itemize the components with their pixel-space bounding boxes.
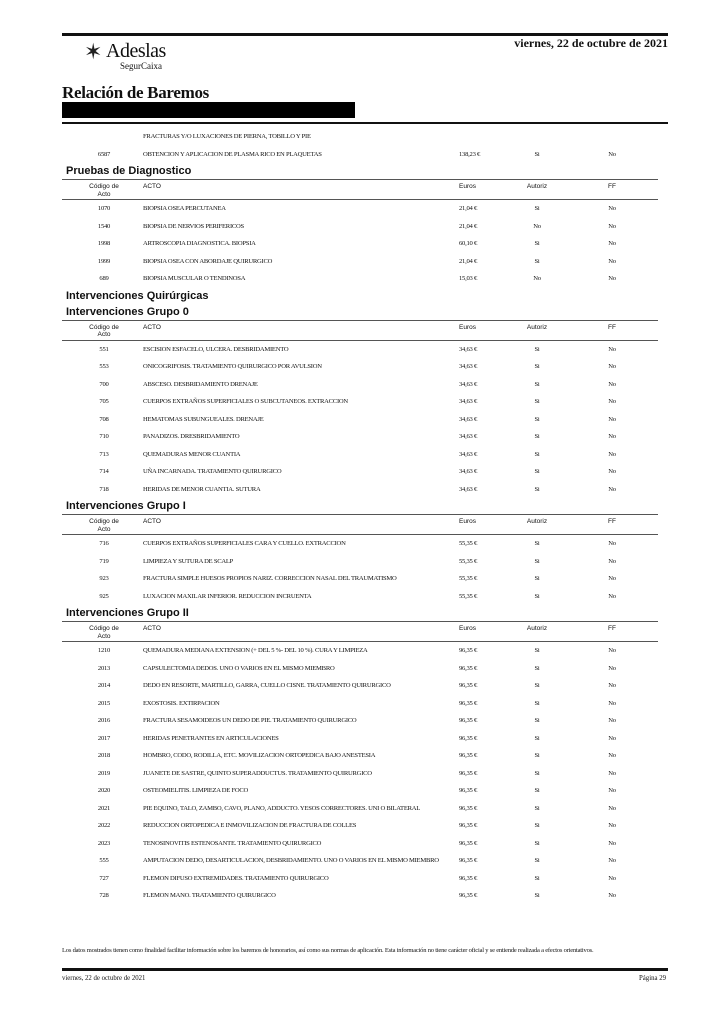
cell-autoriz: Si <box>534 415 540 423</box>
table-row <box>62 800 658 818</box>
cell-codigo: 2021 <box>97 804 111 812</box>
cell-acto: CUERPOS EXTRAÑOS SUPERFICIALES CARA Y CUELLO. EXTRACCION <box>143 540 346 547</box>
cell-autoriz: Si <box>534 468 540 475</box>
cell-codigo: 689 <box>99 275 109 282</box>
cell-ff: No <box>608 557 616 565</box>
table-row <box>62 642 658 660</box>
cell-euros: 96,35 € <box>459 839 478 847</box>
table-row <box>62 677 658 695</box>
table-row <box>62 712 658 730</box>
cell-acto: JUANETE DE SASTRE, QUINTO SUPERADDUCTUS. TRATAMIENTO QUIRURGICO <box>143 769 372 777</box>
table-row <box>62 730 658 748</box>
cell-acto: PIE EQUINO, TALO, ZAMBO, CAVO, PLANO, ADDUCTO. YESOS CORRECTORES. UNI O BILATERAL <box>143 804 421 812</box>
cell-ff: No <box>608 752 616 759</box>
cell-acto: BIOPSIA DE NERVIOS PERIFERICOS <box>143 222 244 230</box>
cell-codigo: 727 <box>99 874 109 882</box>
cell-codigo: 551 <box>99 345 109 353</box>
cell-autoriz: Si <box>534 540 540 547</box>
table-row <box>62 570 658 588</box>
table-row <box>62 200 658 218</box>
cell-euros: 96,35 € <box>459 804 478 812</box>
cell-euros: 21,04 € <box>459 205 478 212</box>
section-heading: Intervenciones Quirúrgicas <box>66 289 209 302</box>
cell-acto: ARTROSCOPIA DIAGNOSTICA. BIOPSIA <box>143 240 256 247</box>
section <box>62 128 658 163</box>
cell-euros: 96,35 € <box>459 857 478 864</box>
cell-codigo: 705 <box>99 398 109 405</box>
column-header-euros: Euros <box>459 625 476 632</box>
cell-ff: No <box>608 257 616 265</box>
table-row <box>62 747 658 765</box>
cell-euros: 34,63 € <box>459 380 478 388</box>
cell-acto: CAPSULECTOMIA DEDOS. UNO O VARIOS EN EL MISMO MIEMBRO <box>143 664 335 672</box>
cell-autoriz: No <box>533 275 541 282</box>
column-header-ff: FF <box>608 183 616 190</box>
cell-ff: No <box>608 398 616 405</box>
cell-codigo: 553 <box>99 363 109 370</box>
cell-codigo: 925 <box>99 592 109 600</box>
logo-name: Adeslas <box>106 40 166 62</box>
cell-acto: QUEMADURAS MENOR CUANTIA <box>143 450 241 458</box>
cell-ff: No <box>608 150 616 158</box>
cell-ff: No <box>608 540 616 547</box>
cell-euros: 34,63 € <box>459 345 478 353</box>
cell-acto: EXOSTOSIS. EXTIRPACION <box>143 699 220 707</box>
section <box>62 304 658 499</box>
cell-ff: No <box>608 734 616 742</box>
cell-ff: No <box>608 699 616 707</box>
cell-ff: No <box>608 664 616 672</box>
cell-codigo: 2022 <box>97 822 111 829</box>
cell-autoriz: Si <box>534 150 540 158</box>
cell-codigo: 2019 <box>97 769 111 777</box>
cell-codigo: 1999 <box>97 257 111 265</box>
column-header-ff: FF <box>608 625 616 632</box>
cell-ff: No <box>608 450 616 458</box>
table-row <box>62 481 658 499</box>
cell-euros: 96,35 € <box>459 822 478 829</box>
cell-euros: 96,35 € <box>459 752 478 759</box>
cell-autoriz: Si <box>534 557 540 565</box>
cell-acto: OSTEOMIELITIS. LIMPIEZA DE FOCO <box>143 787 249 794</box>
cell-autoriz: Si <box>534 380 540 388</box>
cell-acto: DEDO EN RESORTE, MARTILLO, GARRA, CUELLO CISNE. TRATAMIENTO QUIRURGICO <box>143 682 391 689</box>
table-row <box>62 463 658 481</box>
table-row <box>62 393 658 411</box>
column-header-ff: FF <box>608 323 616 331</box>
adeslas-logo <box>84 40 184 74</box>
column-header-euros: Euros <box>459 518 476 525</box>
cell-acto: TENOSINOVITIS ESTENOSANTE. TRATAMIENTO QUIRURGICO <box>143 839 322 847</box>
baremos-list <box>62 128 658 905</box>
cell-codigo: 2023 <box>97 839 111 847</box>
cell-euros: 96,35 € <box>459 874 478 882</box>
cell-euros: 96,35 € <box>459 892 478 899</box>
cell-autoriz: Si <box>534 205 540 212</box>
cell-euros: 21,04 € <box>459 222 478 230</box>
cell-acto: ONICOGRIFOSIS. TRATAMIENTO QUIRURGICO POR AVULSION <box>143 363 322 370</box>
table-row <box>62 535 658 553</box>
cell-ff: No <box>608 240 616 247</box>
table-row <box>62 376 658 394</box>
cell-acto: LIMPIEZA Y SUTURA DE SCALP <box>143 557 234 565</box>
cell-ff: No <box>608 874 616 882</box>
cell-codigo: 719 <box>99 557 109 565</box>
cell-autoriz: Si <box>534 363 540 370</box>
cell-ff: No <box>608 415 616 423</box>
table-row <box>62 128 658 146</box>
cell-codigo: 1998 <box>97 240 111 247</box>
cell-ff: No <box>608 222 616 230</box>
table-row <box>62 428 658 446</box>
cell-euros: 96,35 € <box>459 664 478 672</box>
page-number: Página 29 <box>639 975 666 982</box>
cell-autoriz: Si <box>534 398 540 405</box>
cell-ff: No <box>608 380 616 388</box>
table-row <box>62 270 658 288</box>
cell-acto: FLEMON MANO. TRATAMIENTO QUIRURGICO <box>143 892 276 899</box>
table-row <box>62 253 658 271</box>
cell-codigo: 728 <box>99 892 109 899</box>
cell-ff: No <box>608 592 616 600</box>
section <box>62 163 658 288</box>
cell-acto: QUEMADURA MEDIANA EXTENSION (+ DEL 5 %- DEL 10 %). CURA Y LIMPIEZA <box>143 647 368 654</box>
table-row <box>62 782 658 800</box>
page-title: Relación de Baremos <box>62 83 209 102</box>
cell-codigo: 2013 <box>97 664 111 672</box>
cell-euros: 34,63 € <box>459 485 478 493</box>
cell-euros: 34,63 € <box>459 363 478 370</box>
cell-autoriz: Si <box>534 485 540 493</box>
cell-euros: 96,35 € <box>459 769 478 777</box>
cell-ff: No <box>608 647 616 654</box>
cell-acto: FRACTURA SIMPLE HUESOS PROPIOS NARIZ. CORRECCION NASAL DEL TRAUMATISMO <box>143 575 397 582</box>
table-row <box>62 835 658 853</box>
cell-euros: 60,10 € <box>459 240 478 247</box>
cell-acto: FLEMON DIFUSO EXTREMIDADES. TRATAMIENTO QUIRURGICO <box>143 874 329 882</box>
cell-euros: 96,35 € <box>459 699 478 707</box>
table-row <box>62 765 658 783</box>
cell-acto: BIOPSIA MUSCULAR O TENDINOSA <box>143 275 246 282</box>
column-header-ff: FF <box>608 518 616 525</box>
cell-autoriz: Si <box>534 892 540 899</box>
column-header-autoriz: Autoriz <box>526 323 548 331</box>
cell-acto: ABSCESO. DESBRIDAMIENTO DRENAJE <box>143 380 258 388</box>
header-date: viernes, 22 de octubre de 2021 <box>514 36 668 50</box>
cell-euros: 55,35 € <box>459 540 478 547</box>
cell-autoriz: Si <box>534 822 540 829</box>
cell-codigo: 2015 <box>97 699 111 707</box>
table-row <box>62 887 658 905</box>
cell-euros: 34,63 € <box>459 468 478 475</box>
cell-codigo: 2016 <box>97 717 111 724</box>
cell-ff: No <box>608 822 616 829</box>
cell-acto: BIOPSIA OSEA CON ABORDAJE QUIRURGICO <box>143 257 273 265</box>
cell-acto: BIOPSIA OSEA PERCUTANEA <box>143 205 226 212</box>
cell-autoriz: Si <box>534 682 540 689</box>
table-row <box>62 446 658 464</box>
cell-autoriz: Si <box>534 575 540 582</box>
section-heading: Pruebas de Diagnostico <box>62 163 658 180</box>
section <box>62 498 658 605</box>
cell-acto: UÑA INCARNADA. TRATAMIENTO QUIRURGICO <box>143 468 282 475</box>
cell-codigo: 713 <box>99 450 109 458</box>
cell-ff: No <box>608 804 616 812</box>
cell-ff: No <box>608 275 616 282</box>
cell-autoriz: Si <box>534 839 540 847</box>
column-header-row <box>62 180 658 200</box>
cell-euros: 96,35 € <box>459 734 478 742</box>
cell-codigo: 710 <box>99 433 109 440</box>
cell-autoriz: Si <box>534 592 540 600</box>
cell-euros: 55,35 € <box>459 575 478 582</box>
star-x-logo-icon: ✶ <box>84 40 103 65</box>
cell-codigo: 716 <box>99 540 109 547</box>
cell-autoriz: Si <box>534 664 540 672</box>
cell-codigo: 2014 <box>97 682 111 689</box>
table-row <box>62 870 658 888</box>
column-header-acto: ACTO <box>143 518 161 525</box>
logo-sub: SegurCaixa <box>120 61 162 71</box>
table-row <box>62 411 658 429</box>
cell-acto: CUERPOS EXTRAÑOS SUPERFICIALES O SUBCUTANEOS. EXTRACCION <box>143 398 348 405</box>
cell-ff: No <box>608 892 616 899</box>
cell-autoriz: Si <box>534 257 540 265</box>
cell-autoriz: Si <box>534 804 540 812</box>
section-heading: Intervenciones Grupo I <box>62 498 658 515</box>
cell-codigo: 1070 <box>97 205 111 212</box>
cell-codigo: 718 <box>99 485 109 493</box>
cell-codigo: 700 <box>99 380 109 388</box>
cell-codigo: 923 <box>99 575 109 582</box>
cell-euros: 96,35 € <box>459 787 478 794</box>
cell-euros: 34,63 € <box>459 433 478 440</box>
footer-date: viernes, 22 de octubre de 2021 <box>62 975 146 982</box>
cell-acto: HERIDAS DE MENOR CUANTIA. SUTURA <box>143 485 261 493</box>
cell-acto: HEMATOMAS SUBUNGUEALES. DRENAJE <box>143 415 264 423</box>
cell-autoriz: No <box>533 222 541 230</box>
cell-autoriz: Si <box>534 787 540 794</box>
column-header-autoriz: Autoriz <box>526 518 548 525</box>
cell-euros: 34,63 € <box>459 415 478 423</box>
disclaimer: Los datos mostrados tienen como finalidad facilitar información sobre los baremos de honorarios, así como sus normas de aplicación. Esta información no tiene carácter oficial y se entiende realizada a efectos orientativos. <box>62 947 594 954</box>
table-row <box>62 358 658 376</box>
cell-euros: 55,35 € <box>459 557 478 565</box>
cell-euros: 55,35 € <box>459 592 478 600</box>
cell-ff: No <box>608 205 616 212</box>
column-header-euros: Euros <box>459 323 476 331</box>
cell-autoriz: Si <box>534 240 540 247</box>
column-header-autoriz: Autoriz <box>526 183 548 190</box>
column-header-row <box>62 321 658 341</box>
cell-autoriz: Si <box>534 874 540 882</box>
cell-euros: 34,63 € <box>459 450 478 458</box>
cell-acto: PANADIZOS. DRESBRIDAMIENTO <box>143 433 240 440</box>
cell-acto: LUXACION MAXILAR INFERIOR. REDUCCION INCRUENTA <box>143 592 312 600</box>
cell-autoriz: Si <box>534 450 540 458</box>
column-header-acto: ACTO <box>143 183 161 190</box>
cell-ff: No <box>608 787 616 794</box>
cell-ff: No <box>608 682 616 689</box>
cell-euros: 96,35 € <box>459 647 478 654</box>
cell-codigo: 1540 <box>97 222 111 230</box>
section <box>62 605 658 905</box>
table-row <box>62 341 658 359</box>
cell-codigo: 555 <box>99 857 109 864</box>
cell-ff: No <box>608 433 616 440</box>
cell-autoriz: Si <box>534 857 540 864</box>
cell-ff: No <box>608 769 616 777</box>
cell-ff: No <box>608 575 616 582</box>
cell-codigo: 2018 <box>97 752 111 759</box>
cell-euros: 21,04 € <box>459 257 478 265</box>
table-row <box>62 852 658 870</box>
cell-codigo: 2017 <box>97 734 111 742</box>
table-row <box>62 660 658 678</box>
cell-codigo: 714 <box>99 468 109 475</box>
footer-rule <box>62 968 668 971</box>
cell-ff: No <box>608 485 616 493</box>
cell-ff: No <box>608 363 616 370</box>
cell-acto: REDUCCION ORTOPEDICA E INMOVILIZACION DE FRACTURA DE COLLES <box>143 822 357 829</box>
cell-autoriz: Si <box>534 345 540 353</box>
cell-autoriz: Si <box>534 699 540 707</box>
table-row <box>62 553 658 571</box>
cell-ff: No <box>608 857 616 864</box>
table-row <box>62 235 658 253</box>
cell-autoriz: Si <box>534 647 540 654</box>
column-header-codigo: Código de Acto <box>89 518 119 533</box>
cell-codigo: 1210 <box>97 647 111 654</box>
table-row <box>62 218 658 236</box>
column-header-autoriz: Autoriz <box>526 625 548 632</box>
table-row <box>62 146 658 164</box>
column-header-row <box>62 622 658 642</box>
cell-acto: AMPUTACION DEDO, DESARTICULACION, DESBRIDAMIENTO. UNO O VARIOS EN EL MISMO MIEMBRO <box>143 857 439 864</box>
redacted-block <box>62 102 355 118</box>
cell-euros: 34,63 € <box>459 398 478 405</box>
section-heading: Intervenciones Grupo 0 <box>62 304 658 321</box>
column-header-acto: ACTO <box>143 323 161 331</box>
column-header-codigo: Código de Acto <box>89 183 119 198</box>
column-header-euros: Euros <box>459 183 476 190</box>
cell-acto: FRACTURA SESAMOIDEOS UN DEDO DE PIE. TRATAMIENTO QUIRURGICO <box>143 717 357 724</box>
cell-codigo: 6587 <box>97 150 111 158</box>
cell-euros: 138,23 € <box>459 150 481 158</box>
table-row <box>62 817 658 835</box>
column-header-acto: ACTO <box>143 625 161 632</box>
section <box>62 288 658 304</box>
column-header-row <box>62 515 658 535</box>
header-rule <box>62 122 668 124</box>
cell-autoriz: Si <box>534 717 540 724</box>
cell-ff: No <box>608 345 616 353</box>
column-header-codigo: Código de Acto <box>89 625 119 640</box>
cell-ff: No <box>608 468 616 475</box>
cell-autoriz: Si <box>534 433 540 440</box>
cell-codigo: 2020 <box>97 787 111 794</box>
column-header-codigo: Código de Acto <box>89 323 119 338</box>
cell-autoriz: Si <box>534 769 540 777</box>
cell-euros: 15,03 € <box>459 275 478 282</box>
cell-acto: OBTENCION Y APLICACION DE PLASMA RICO EN PLAQUETAS <box>143 150 322 158</box>
section-heading: Intervenciones Grupo II <box>62 605 658 622</box>
cell-ff: No <box>608 717 616 724</box>
cell-autoriz: Si <box>534 734 540 742</box>
table-row <box>62 588 658 606</box>
cell-euros: 96,35 € <box>459 717 478 724</box>
cell-ff: No <box>608 839 616 847</box>
cell-acto: FRACTURAS Y/O LUXACIONES DE PIERNA, TOBILLO Y PIE <box>143 133 311 140</box>
cell-euros: 96,35 € <box>459 682 478 689</box>
table-row <box>62 695 658 713</box>
cell-autoriz: Si <box>534 752 540 759</box>
cell-acto: ESCISION ESFACELO, ULCERA. DESBRIDAMIENTO <box>143 345 289 353</box>
cell-codigo: 708 <box>99 415 109 423</box>
cell-acto: HERIDAS PENETRANTES EN ARTICULACIONES <box>143 734 279 742</box>
cell-acto: HOMBRO, CODO, RODILLA, ETC. MOVILIZACION ORTOPEDICA BAJO ANESTESIA <box>143 752 376 759</box>
